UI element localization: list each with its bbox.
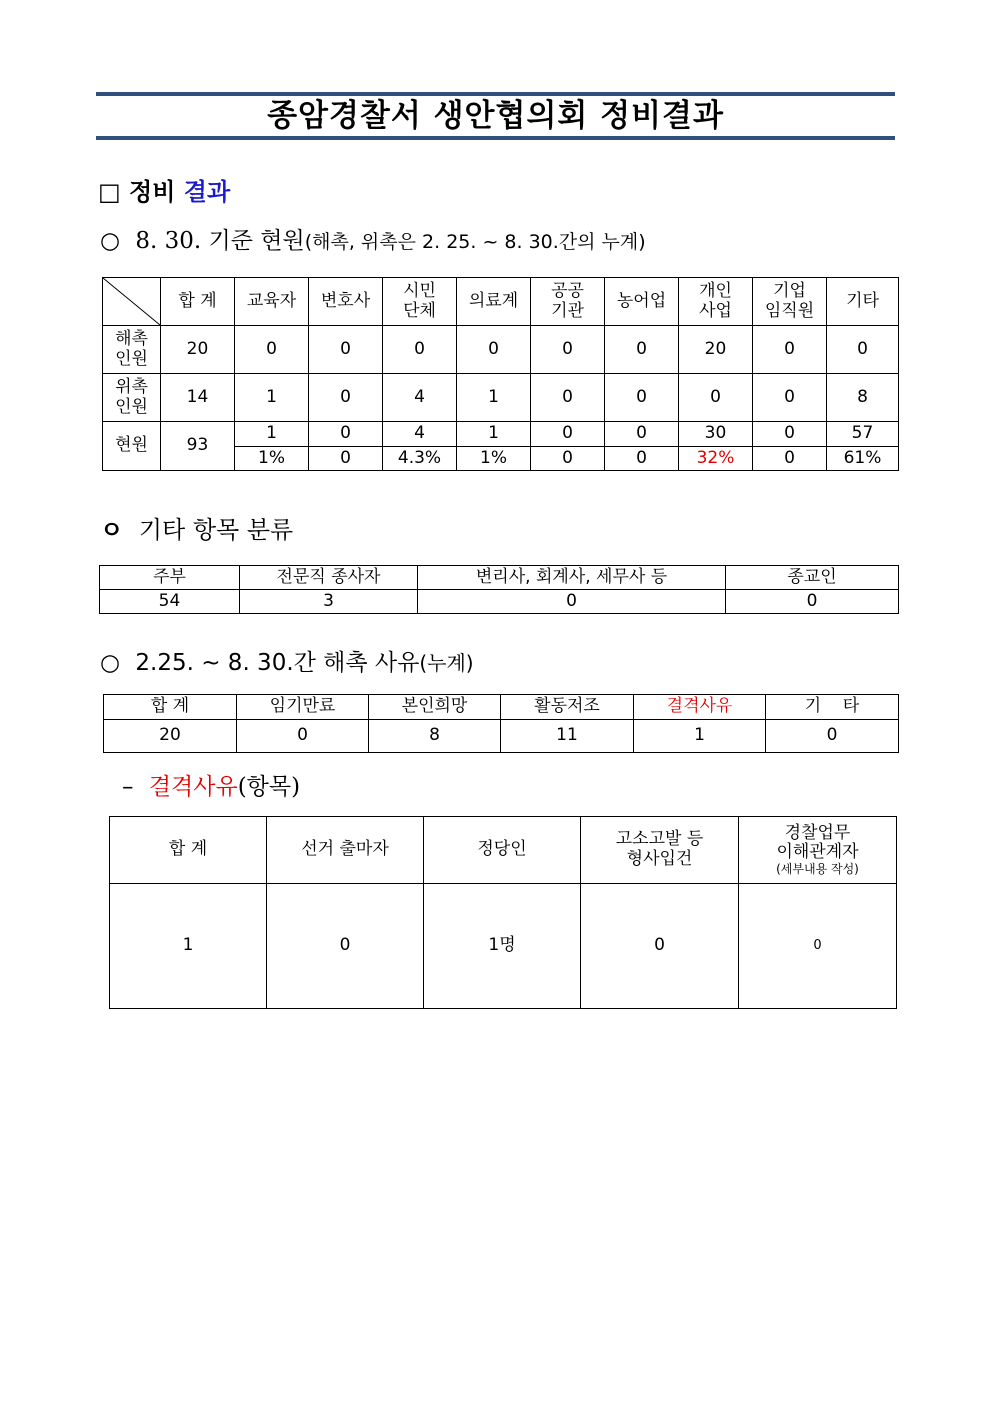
- table-cell-highlight: 32%: [679, 447, 753, 471]
- table-cell: 61%: [827, 447, 899, 471]
- table-row: [104, 720, 899, 753]
- table-cell: 20: [679, 326, 753, 374]
- subheading-text: 기타 항목 분류: [138, 516, 294, 544]
- checkbox-marker: □: [98, 178, 121, 206]
- table-cell: 4: [383, 422, 457, 447]
- table-cell: 4: [383, 374, 457, 422]
- table-cell: 0: [531, 326, 605, 374]
- table-cell: 1: [235, 374, 309, 422]
- header-cell: 전문직 종사자: [240, 566, 418, 590]
- table-cell: 0: [581, 884, 739, 1009]
- header-cell: 교육자: [235, 278, 309, 326]
- row-label: 위촉 인원: [103, 374, 161, 422]
- table-cell: 0: [753, 374, 827, 422]
- table-header-row: [103, 278, 899, 326]
- subheading-current: [100, 222, 646, 255]
- dismissal-reason-table: [103, 694, 899, 753]
- table-cell: 1: [634, 720, 766, 753]
- header-cell: 시민 단체: [383, 278, 457, 326]
- header-cell: 합 계: [110, 817, 267, 884]
- table-cell: 1: [457, 422, 531, 447]
- subheading-note: (항목): [237, 774, 301, 800]
- table-cell: 0: [827, 326, 899, 374]
- circle-marker: ○: [100, 228, 121, 254]
- membership-table: [102, 277, 899, 471]
- header-cell: 합 계: [161, 278, 235, 326]
- bullet-marker: ㅇ: [100, 516, 124, 544]
- table-cell: 0: [605, 326, 679, 374]
- header-cell: 변리사, 회계사, 세무사 등: [418, 566, 726, 590]
- table-cell: 1: [457, 374, 531, 422]
- table-cell: 0: [753, 447, 827, 471]
- table-cell: 0: [531, 374, 605, 422]
- header-cell: 공공 기관: [531, 278, 605, 326]
- subheading-red: 결격사유: [148, 774, 238, 800]
- table-row-appointed: [103, 374, 899, 422]
- subheading-reasons: [100, 644, 474, 677]
- table-header-row: [110, 817, 897, 884]
- table-cell: 0: [531, 447, 605, 471]
- header-cell: 합 계: [104, 695, 237, 720]
- header-cell: 종교인: [726, 566, 899, 590]
- header-cell: 본인희망: [369, 695, 501, 720]
- section-label: 정비: [129, 178, 176, 206]
- table-cell: 0: [309, 326, 383, 374]
- page-title: 종암경찰서 생안협의회 정비결과: [267, 98, 724, 134]
- table-cell: 20: [161, 326, 235, 374]
- subheading-text: 기준 현원: [208, 228, 305, 254]
- table-cell: 11: [501, 720, 634, 753]
- row-label: 현원: [103, 422, 161, 471]
- header-cell: 농어업: [605, 278, 679, 326]
- subheading-disqualification: [122, 768, 300, 801]
- header-cell-note: (세부내용 작성): [776, 861, 859, 876]
- table-cell: 0: [753, 326, 827, 374]
- table-cell: 0: [237, 720, 369, 753]
- table-cell: 0: [605, 422, 679, 447]
- table-cell: 1%: [235, 447, 309, 471]
- table-cell: 0: [766, 720, 899, 753]
- table-cell: 0: [235, 326, 309, 374]
- table-cell: 0: [457, 326, 531, 374]
- table-cell: 14: [161, 374, 235, 422]
- table-cell: 57: [827, 422, 899, 447]
- header-cell: 개인 사업: [679, 278, 753, 326]
- disqualification-table: [109, 816, 897, 1009]
- table-cell: 0: [309, 447, 383, 471]
- table-cell: 0: [753, 422, 827, 447]
- table-cell: 0: [383, 326, 457, 374]
- table-cell: 0: [739, 884, 897, 1009]
- table-cell: 0: [309, 422, 383, 447]
- table-cell: 1명: [424, 884, 581, 1009]
- header-cell: 기타: [827, 278, 899, 326]
- table-cell: 8: [827, 374, 899, 422]
- table-cell: 0: [309, 374, 383, 422]
- table-cell: 4.3%: [383, 447, 457, 471]
- table-row: [110, 884, 897, 1009]
- table-cell: 0: [418, 590, 726, 614]
- section-heading: [98, 172, 230, 207]
- table-cell: 8: [369, 720, 501, 753]
- table-cell: 54: [100, 590, 240, 614]
- subheading-date: 8. 30.: [135, 228, 202, 254]
- row-label: 해촉 인원: [103, 326, 161, 374]
- header-cell: 기 타: [766, 695, 899, 720]
- table-row-current-count: [103, 422, 899, 447]
- table-cell: 0: [267, 884, 424, 1009]
- header-cell: 정당인: [424, 817, 581, 884]
- table-cell: 30: [679, 422, 753, 447]
- diagonal-corner-cell: [103, 278, 161, 326]
- subheading-note: (누계): [419, 651, 474, 675]
- table-cell: 1: [235, 422, 309, 447]
- table-cell: 20: [104, 720, 237, 753]
- table-cell: 3: [240, 590, 418, 614]
- title-bar: [96, 92, 895, 140]
- header-cell: 주부: [100, 566, 240, 590]
- header-cell: 임기만료: [237, 695, 369, 720]
- table-cell: 0: [531, 422, 605, 447]
- diagonal-line: [103, 278, 160, 325]
- subheading-text: 2.25. ~ 8. 30.간 해촉 사유: [135, 650, 420, 676]
- table-row-dismissed: [103, 326, 899, 374]
- header-cell-highlight: 결격사유: [634, 695, 766, 720]
- dash-marker: –: [122, 774, 134, 800]
- header-cell: [739, 817, 897, 884]
- circle-marker: ○: [100, 650, 121, 676]
- subheading-other: [100, 510, 293, 545]
- table-cell: 0: [605, 374, 679, 422]
- other-category-table: [99, 565, 899, 614]
- header-cell: 활동저조: [501, 695, 634, 720]
- header-cell: 의료계: [457, 278, 531, 326]
- header-cell: 기업 임직원: [753, 278, 827, 326]
- table-header-row: [104, 695, 899, 720]
- header-cell: 선거 출마자: [267, 817, 424, 884]
- subheading-note: (해촉, 위촉은 2. 25. ~ 8. 30.간의 누계): [304, 231, 646, 253]
- table-cell: 1: [110, 884, 267, 1009]
- table-cell: 0: [679, 374, 753, 422]
- header-cell: 변호사: [309, 278, 383, 326]
- section-label-blue: 결과: [183, 178, 231, 206]
- header-cell-text: 경찰업무 이해관계자: [776, 822, 859, 863]
- table-cell: 93: [161, 422, 235, 471]
- table-row: [100, 590, 899, 614]
- table-header-row: [100, 566, 899, 590]
- table-cell: 1%: [457, 447, 531, 471]
- header-cell: 고소고발 등 형사입건: [581, 817, 739, 884]
- table-cell: 0: [605, 447, 679, 471]
- table-cell: 0: [726, 590, 899, 614]
